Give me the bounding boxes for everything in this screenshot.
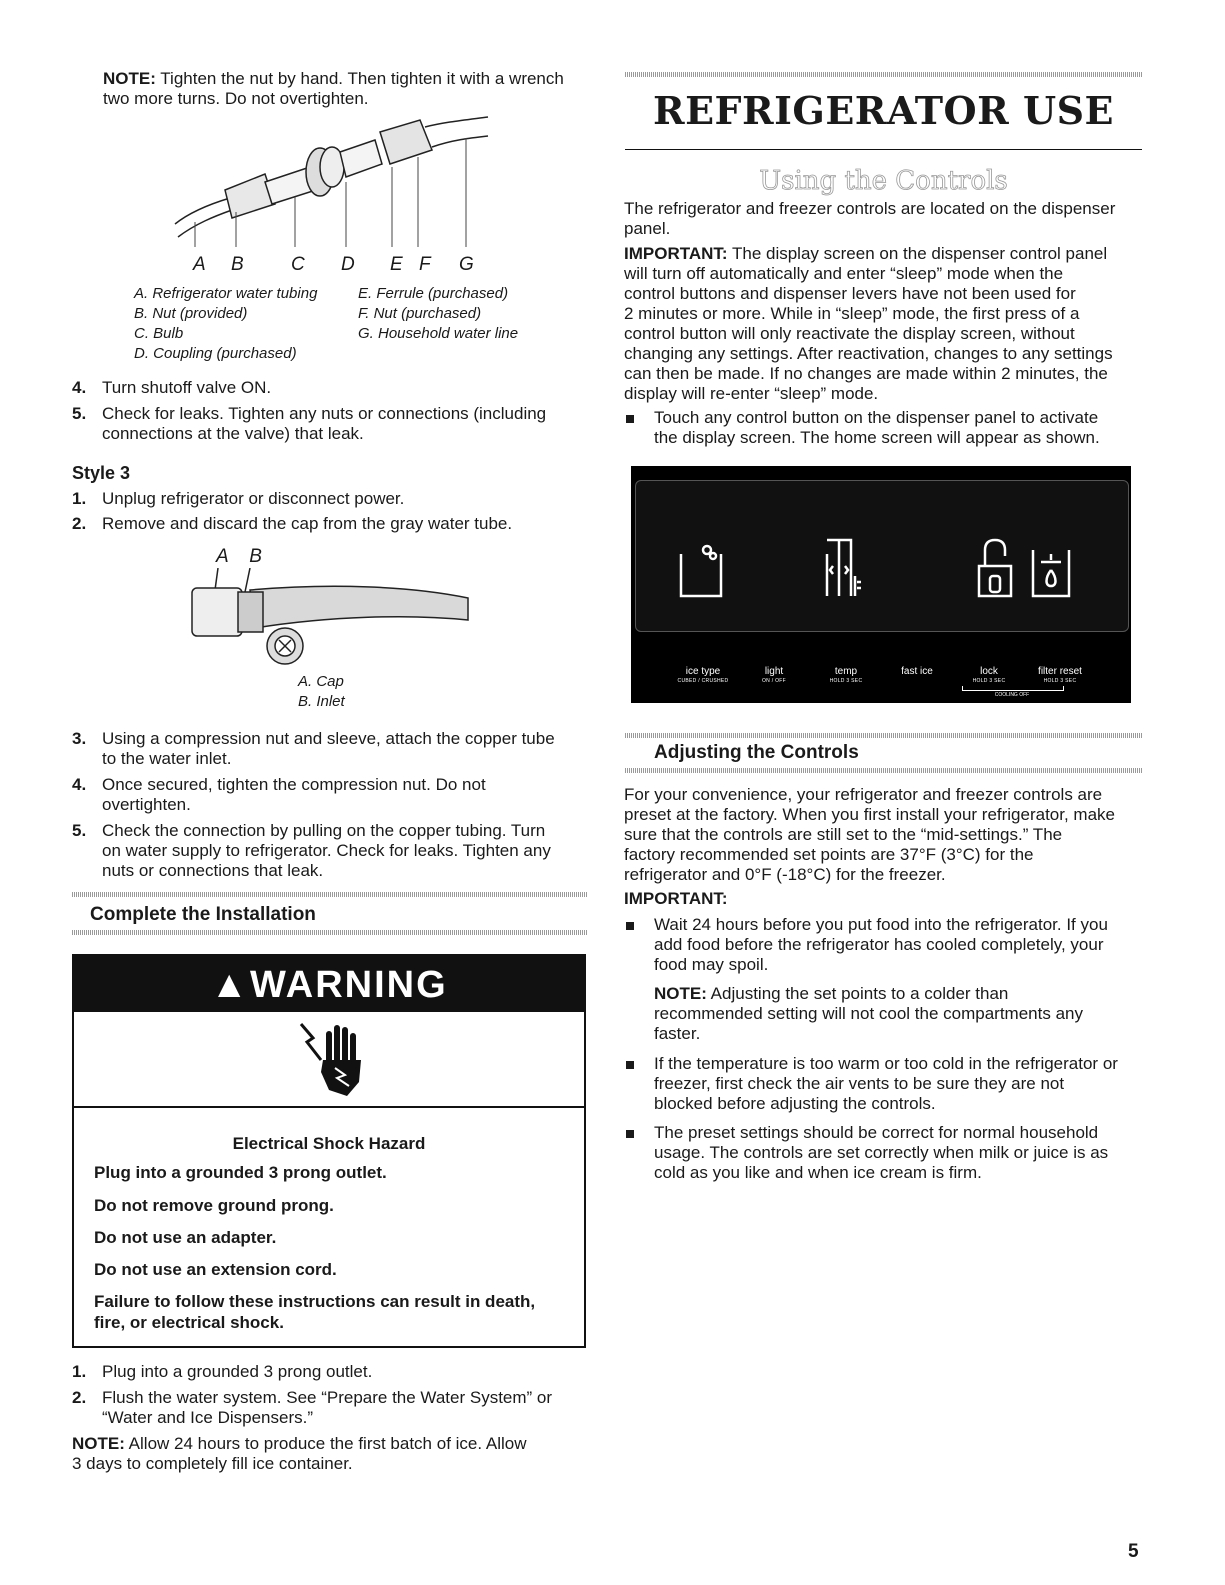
section-title: REFRIGERATOR USE [652,88,1114,133]
fitting-letters [193,254,493,278]
step-text: overtighten. [102,795,191,814]
para-line: If the temperature is too warm or too cold in the refrigerator or [654,1054,1118,1073]
warning-box [72,954,586,1348]
step-number: 5. [72,821,87,840]
letter-g: G [459,254,474,275]
warning-title-text: WARNING [249,964,448,1006]
para-line: Wait 24 hours before you put food into the refrigerator. If you [654,915,1108,934]
note-text: Allow 24 hours to produce the first batch of ice. Allow [124,1434,527,1453]
caption: A. Refrigerator water tubing [134,285,318,302]
button-label: temp [834,666,858,677]
step-number: 4. [72,775,87,794]
important-para [624,244,1113,404]
para-line: faster. [654,1024,701,1043]
bullet-item [654,1054,1118,1114]
para-line: 2 minutes or more. While in “sleep” mode, the first press of a [624,304,1080,323]
divider [625,72,1142,77]
step-number: 4. [72,378,87,397]
note-ice [72,1434,527,1474]
step-text: to the water inlet. [102,749,232,768]
divider [72,892,588,897]
button-sublabel: HOLD 3 SEC [1043,678,1077,684]
ice-bin-icon [681,554,721,596]
step-number: 1. [72,489,87,508]
letter-c: C [291,254,305,275]
note-install [103,69,564,109]
style3-heading: Style 3 [72,463,131,483]
bullet-marker [626,922,634,930]
caption: E. Ferrule (purchased) [358,285,509,302]
note-text-2: 3 days to completely fill ice container. [72,1454,353,1473]
step-text: Check for leaks. Tighten any nuts or connections (including [102,404,547,423]
warning-line: Do not use an extension cord. [94,1260,337,1279]
electrical-shock-icon [299,1020,369,1100]
note-text-2: two more turns. Do not overtighten. [103,89,369,108]
step-text: on water supply to refrigerator. Check for leaks. Tighten any [102,841,551,860]
para-line: freezer, first check the air vents to be sure they are not [654,1074,1065,1093]
step-text: Turn shutoff valve ON. [102,378,272,397]
warning-line: fire, or electrical shock. [94,1313,284,1332]
button-sublabel: HOLD 3 SEC [829,678,863,684]
para-line: control button will only reactivate the display screen, without [624,324,1075,343]
step-number: 3. [72,729,87,748]
warning-line: Do not remove ground prong. [94,1196,334,1215]
para-line: usage. The controls are set correctly when milk or juice is as [654,1143,1109,1162]
step-text: Plug into a grounded 3 prong outlet. [102,1362,373,1381]
bullet-item [654,408,1100,448]
fittings-diagram [170,112,490,252]
display-icons [679,536,1099,606]
bullet-item [654,915,1108,975]
intro-para [624,199,1115,239]
para-line: cold as you like and when ice cream is firm. [654,1163,982,1182]
step-text: Check the connection by pulling on the copper tubing. Turn [102,821,546,840]
adjusting-controls-heading: Adjusting the Controls [654,742,859,763]
note-setpoints [654,984,1083,1044]
note-label: NOTE: [103,69,156,88]
warning-line: Plug into a grounded 3 prong outlet. [94,1163,387,1182]
para-line: For your convenience, your refrigerator and freezer controls are [624,785,1103,804]
warning-divider [74,1106,584,1108]
letter-a: A [193,254,206,275]
important-label: IMPORTANT: [624,889,728,908]
para-line: factory recommended set points are 37°F (3°C) for the [624,845,1034,864]
step-number: 2. [72,514,87,533]
button-label: lock [980,666,998,677]
step-text: Remove and discard the cap from the gray water tube. [102,514,513,533]
button-sublabel: HOLD 3 SEC [972,678,1006,684]
cooling-off-label: COOLING OFF [994,692,1030,698]
divider [72,930,588,935]
para-line: refrigerator and 0°F (-18°C) for the freezer. [624,865,946,884]
caption: A. Cap [298,673,344,690]
water-inlet-diagram [190,568,470,670]
warning-triangle-icon: ▲ [210,964,250,1006]
divider [625,768,1142,773]
hazard-title: Electrical Shock Hazard [232,1134,426,1153]
para-line: food may spoil. [654,955,769,974]
para-line: The display screen on the dispenser control panel [727,244,1108,263]
letter-f: F [419,254,431,275]
cooling-off-bracket [962,686,1064,691]
step-text: nuts or connections that leak. [102,861,324,880]
caption: C. Bulb [134,325,184,342]
caption: G. Household water line [358,325,519,342]
letter-d: D [341,254,355,275]
step-text: “Water and Ice Dispensers.” [102,1408,313,1427]
para-line: add food before the refrigerator has cooled completely, your [654,935,1104,954]
button-label: light [764,666,784,677]
letter-b: B [249,546,262,567]
step-text: Unplug refrigerator or disconnect power. [102,489,405,508]
adjust-para [624,785,1115,885]
fig1-captions-right [358,284,518,344]
caption: F. Nut (purchased) [358,305,482,322]
button-label: fast ice [901,666,933,677]
button-sublabel: ON / OFF [761,678,787,684]
bullet-marker [626,1130,634,1138]
para-line: changing any settings. After reactivation, changes to any settings [624,344,1113,363]
step-number: 1. [72,1362,87,1381]
para-line: Adjusting the set points to a colder than [706,984,1009,1003]
bullet-marker [626,415,634,423]
para-line: sure that the controls are still set to the “mid-settings.” The [624,825,1063,844]
step-text: Flush the water system. See “Prepare the Water System” or [102,1388,553,1407]
letter-a: A [216,546,228,567]
para-line: preset at the factory. When you first install your refrigerator, make [624,805,1115,824]
para-line: the display screen. The home screen will appear as shown. [654,428,1100,447]
page-number: 5 [1128,1541,1139,1562]
button-label: filter reset [1038,666,1082,677]
fig1-captions-left [134,284,317,364]
fig2-captions [298,672,345,712]
step-text: Once secured, tighten the compression nut. Do not [102,775,486,794]
para-line: can then be made. If no changes are made within 2 minutes, the [624,364,1108,383]
para-line: recommended setting will not cool the compartments any [654,1004,1083,1023]
para-line: Touch any control button on the dispenser panel to activate [654,408,1099,427]
warning-title [74,964,584,1007]
divider [625,733,1142,738]
caption: B. Nut (provided) [134,305,248,322]
step-number: 2. [72,1388,87,1407]
title-rule [625,149,1142,150]
para-line: The preset settings should be correct for normal household [654,1123,1099,1142]
bullet-item [654,1123,1108,1183]
para-line: control buttons and dispenser levers have not been used for [624,284,1076,303]
step-number: 5. [72,404,87,423]
step-text: connections at the valve) that leak. [102,424,364,443]
note-text: Tighten the nut by hand. Then tighten it with a wrench [155,69,564,88]
complete-installation-heading: Complete the Installation [90,904,316,925]
para-line: blocked before adjusting the controls. [654,1094,936,1113]
warning-line: Do not use an adapter. [94,1228,277,1247]
important-label: IMPORTANT: [624,244,728,263]
subsection-title: Using the Controls [759,166,1008,196]
caption: D. Coupling (purchased) [134,345,297,362]
letter-b: B [231,254,244,275]
para-line: panel. [624,219,671,238]
note-label: NOTE: [654,984,707,1003]
fig2-letters [216,546,262,568]
letter-e: E [390,254,403,275]
warning-line: Failure to follow these instructions can result in death, [94,1292,536,1311]
caption: B. Inlet [298,693,345,710]
bullet-marker [626,1061,634,1069]
note-label: NOTE: [72,1434,125,1453]
para-line: will turn off automatically and enter “sleep” mode when the [624,264,1064,283]
step-text: Using a compression nut and sleeve, attach the copper tube [102,729,555,748]
para-line: display will re-enter “sleep” mode. [624,384,879,403]
para-line: The refrigerator and freezer controls are located on the dispenser [624,199,1116,218]
button-label: ice type [685,666,721,677]
button-sublabel: CUBED / CRUSHED [677,678,729,684]
